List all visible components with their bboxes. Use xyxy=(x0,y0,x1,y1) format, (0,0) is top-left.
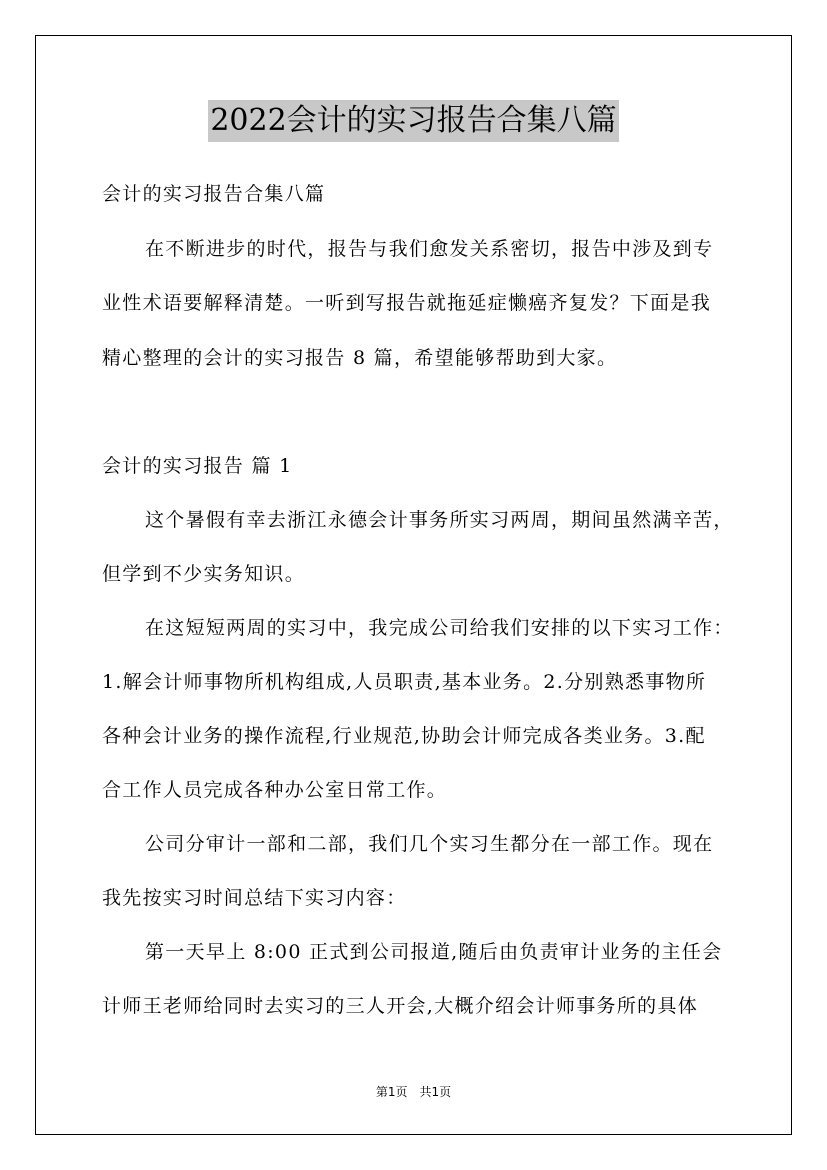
subtitle-line: 会计的实习报告合集八篇 xyxy=(102,183,326,205)
paragraph-line: 这个暑假有幸去浙江永德会计事务所实习两周，期间虽然满辛苦， xyxy=(145,509,734,531)
paragraph-line: 业性术语要解释清楚。一听到写报告就拖延症懒癌齐复发？下面是我 xyxy=(102,292,712,314)
document-title: 2022会计的实习报告合集八篇 xyxy=(208,100,618,142)
paragraph-line: 公司分审计一部和二部，我们几个实习生都分在一部工作。现在 xyxy=(145,833,714,855)
paragraph-line: 计师王老师给同时去实习的三人开会,大概介绍会计师事务所的具体 xyxy=(102,995,699,1017)
paragraph-line: 第一天早上 8:00 正式到公司报道,随后由负责审计业务的主任会 xyxy=(145,941,723,963)
paragraph-line: 在不断进步的时代，报告与我们愈发关系密切，报告中涉及到专 xyxy=(145,238,714,260)
paragraph-line: 我先按实习时间总结下实习内容： xyxy=(102,887,407,909)
paragraph-line: 合工作人员完成各种办公室日常工作。 xyxy=(102,779,448,801)
paragraph-line: 在这短短两周的实习中，我完成公司给我们安排的以下实习工作： xyxy=(145,617,734,639)
section-heading: 会计的实习报告 篇 1 xyxy=(102,455,293,477)
page-footer: 第1页 共1页 xyxy=(375,1085,452,1099)
title-container xyxy=(0,100,827,142)
paragraph-line: 精心整理的会计的实习报告 8 篇，希望能够帮助到大家。 xyxy=(102,347,618,369)
paragraph-line: 各种会计业务的操作流程,行业规范,协助会计师完成各类业务。3.配 xyxy=(102,725,706,747)
paragraph-line: 但学到不少实务知识。 xyxy=(102,563,306,585)
paragraph-line: 1.解会计师事物所机构组成,人员职责,基本业务。2.分别熟悉事物所 xyxy=(102,671,707,693)
